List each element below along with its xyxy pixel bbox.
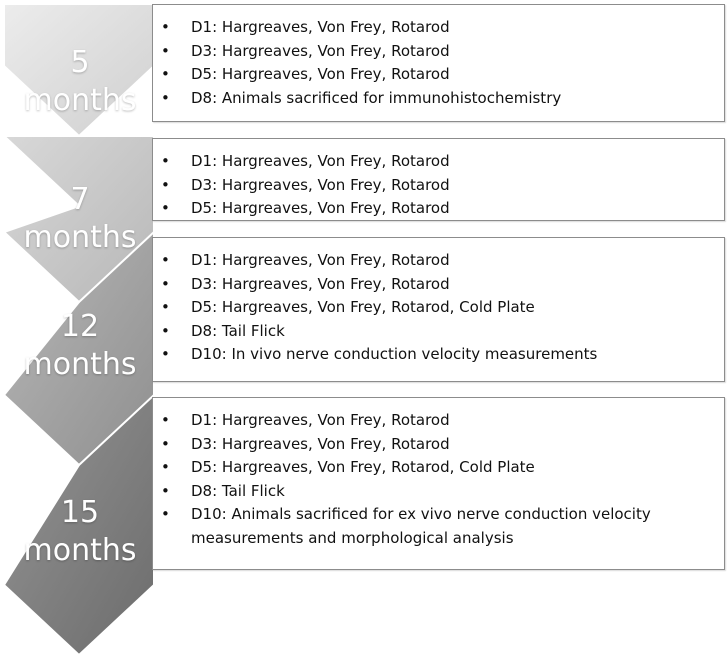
list-item [161, 273, 716, 297]
activity-text: D5: Hargreaves, Von Frey, Rotarod, Cold Plate [191, 458, 535, 476]
list-item [161, 174, 716, 198]
activity-text: D1: Hargreaves, Von Frey, Rotarod [191, 251, 450, 269]
activity-text: D3: Hargreaves, Von Frey, Rotarod [191, 41, 450, 60]
stage-unit: months [23, 83, 137, 118]
stage-label-12-months [0, 308, 160, 384]
stage-unit: months [23, 347, 137, 382]
activity-text: D10: In vivo nerve conduction velocity measurements [191, 345, 598, 363]
bullet-icon: • [161, 199, 170, 217]
bullet-icon: • [161, 88, 170, 107]
activity-list [161, 249, 716, 367]
bullet-icon: • [161, 65, 170, 83]
stage-box-12-months [152, 237, 725, 382]
list-item [161, 343, 716, 367]
stage-box-7-months [152, 138, 725, 221]
bullet-icon: • [161, 251, 170, 269]
activity-text: D8: Animals sacrificed for immunohistochemistry [191, 88, 562, 107]
bullet-icon: • [161, 175, 170, 194]
bullet-icon: • [161, 481, 170, 500]
activity-text: D1: Hargreaves, Von Frey, Rotarod [191, 18, 450, 36]
stage-number: 12 [60, 309, 100, 344]
list-item [161, 296, 716, 320]
bullet-icon: • [161, 434, 170, 453]
stage-label-7-months [0, 181, 160, 257]
stage-box-15-months [152, 397, 725, 570]
bullet-icon: • [161, 152, 170, 170]
activity-text: D3: Hargreaves, Von Frey, Rotarod [191, 175, 450, 194]
bullet-icon: • [161, 458, 170, 476]
list-item [161, 409, 716, 433]
bullet-icon: • [161, 321, 170, 340]
stage-label-15-months [0, 494, 160, 570]
stage-unit: months [23, 220, 137, 255]
bullet-icon: • [161, 298, 170, 316]
bullet-icon: • [161, 274, 170, 293]
stage-number: 5 [70, 45, 90, 80]
activity-text: D1: Hargreaves, Von Frey, Rotarod [191, 411, 450, 429]
activity-text: D8: Tail Flick [191, 321, 285, 340]
activity-list [161, 150, 716, 221]
list-item [161, 480, 716, 504]
activity-text: D8: Tail Flick [191, 481, 285, 500]
bullet-icon: • [161, 18, 170, 36]
stage-number: 15 [60, 495, 100, 530]
stage-label-5-months [0, 44, 160, 120]
bullet-icon: • [161, 505, 170, 523]
stage-box-5-months [152, 4, 725, 122]
stage-number: 7 [70, 182, 90, 217]
stage-unit: months [23, 533, 137, 568]
list-item [161, 249, 716, 273]
activity-list [161, 409, 716, 550]
bullet-icon: • [161, 41, 170, 60]
activity-text: D5: Hargreaves, Von Frey, Rotarod [191, 65, 450, 83]
list-item [161, 40, 716, 64]
activity-list [161, 16, 716, 110]
list-item [161, 63, 716, 87]
list-item [161, 197, 716, 221]
list-item [161, 503, 716, 550]
list-item [161, 16, 716, 40]
activity-text: D5: Hargreaves, Von Frey, Rotarod [191, 199, 450, 217]
activity-text: D3: Hargreaves, Von Frey, Rotarod [191, 274, 450, 293]
activity-text: D1: Hargreaves, Von Frey, Rotarod [191, 152, 450, 170]
list-item [161, 150, 716, 174]
bullet-icon: • [161, 411, 170, 429]
activity-text: D3: Hargreaves, Von Frey, Rotarod [191, 434, 450, 453]
activity-text: D5: Hargreaves, Von Frey, Rotarod, Cold Plate [191, 298, 535, 316]
activity-text: D10: Animals sacrificed for ex vivo nerve conduction velocity measurements and morphological analysis [191, 505, 651, 547]
list-item [161, 433, 716, 457]
bullet-icon: • [161, 345, 170, 363]
list-item [161, 320, 716, 344]
list-item [161, 456, 716, 480]
list-item [161, 87, 716, 111]
